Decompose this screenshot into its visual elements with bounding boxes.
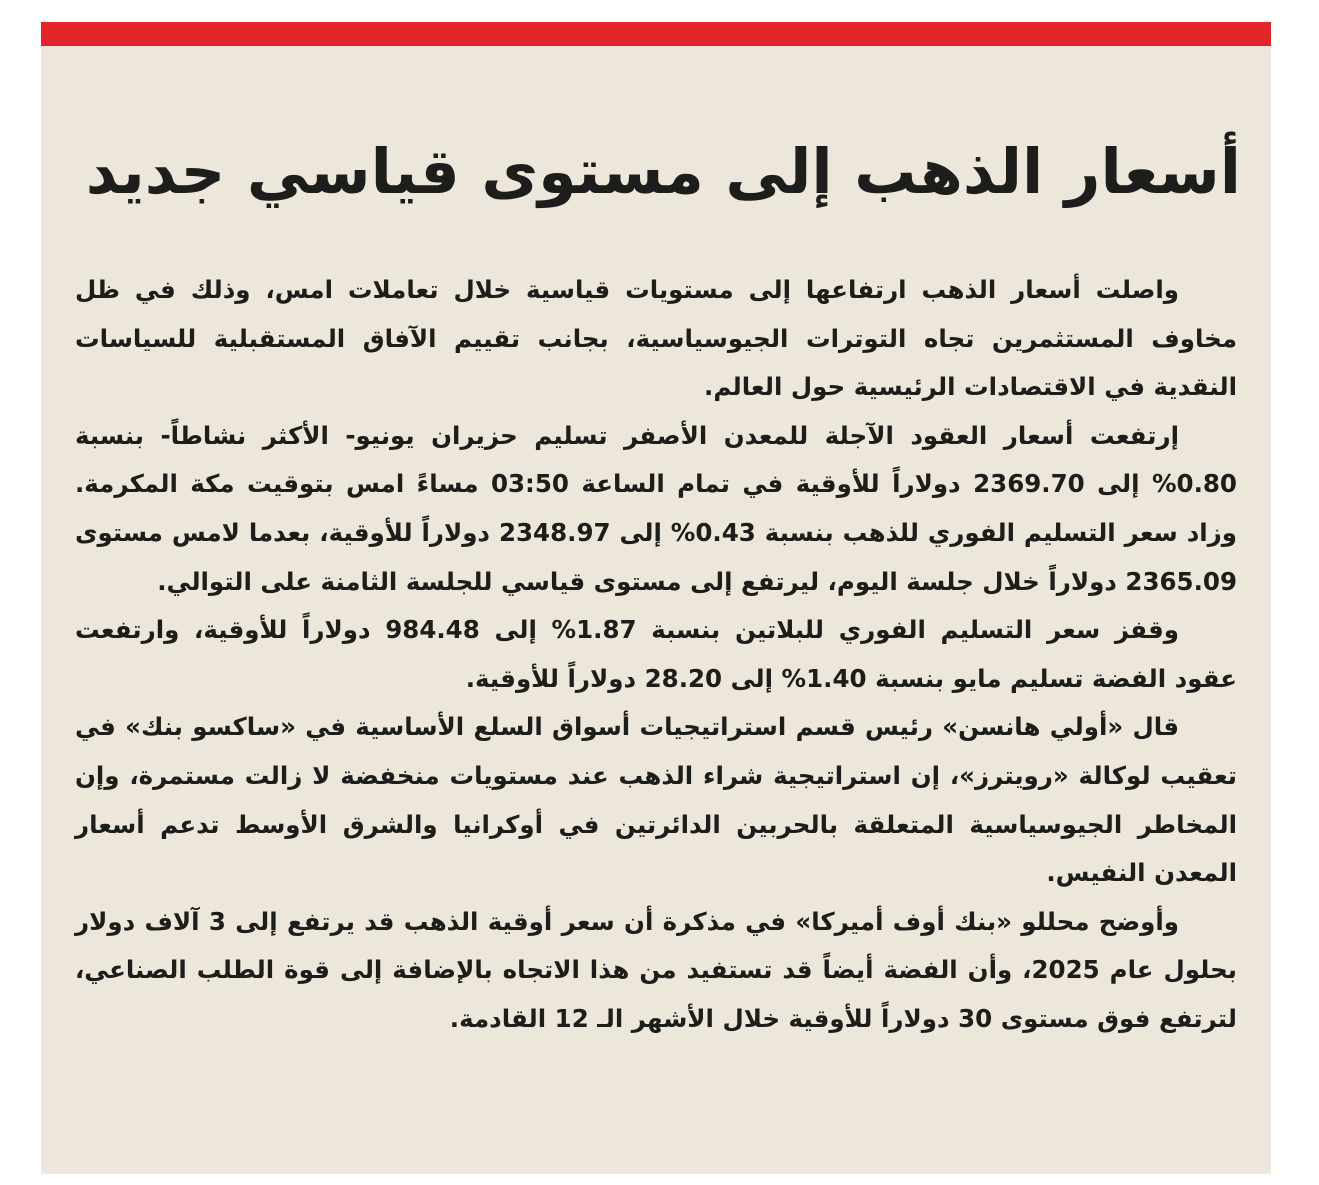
paragraph-1: واصلت أسعار الذهب ارتفاعها إلى مستويات قياسية خلال تعاملات امس، وذلك في ظل مخاوف المستثمرين تجاه التوترات الجيوسياسية، بجانب تقييم الآفاق المستقبلية للسياسات النقدية في الاقتصادات الرئيسية حول العالم. bbox=[75, 275, 1237, 402]
headline: أسعار الذهب إلى مستوى قياسي جديد bbox=[85, 135, 1241, 208]
paragraph-3: وقفز سعر التسليم الفوري للبلاتين بنسبة 1.87% إلى 984.48 دولاراً للأوقية، وارتفعت عقود الفضة تسليم مايو بنسبة 1.40% إلى 28.20 دولاراً للأوقية. bbox=[75, 615, 1237, 693]
paragraph-2: إرتفعت أسعار العقود الآجلة للمعدن الأصفر تسليم حزيران يونيو- الأكثر نشاطاً- بنسبة 0.80% إلى 2369.70 دولاراً للأوقية في تمام الساعة 03:50 مساءً امس بتوقيت مكة المكرمة. وزاد سعر التسليم الفوري للذهب بنسبة 0.43% إلى 2348.97 دولاراً للأوقية، بعدما لامس مستوى 2365.09 دولاراً خلال جلسة اليوم، ليرتفع إلى مستوى قياسي للجلسة الثامنة على التوالي. bbox=[75, 420, 1237, 596]
accent-bar bbox=[41, 22, 1271, 46]
paragraph-5: وأوضح محللو «بنك أوف أميركا» في مذكرة أن سعر أوقية الذهب قد يرتفع إلى 3 آلاف دولار بحلول عام 2025، وأن الفضة أيضاً قد تستفيد من هذا الاتجاه بالإضافة إلى قوة الطلب الصناعي، لترتفع فوق مستوى 30 دولاراً للأوقية خلال الأشهر الـ 12 القادمة. bbox=[75, 906, 1237, 1033]
article-card bbox=[41, 22, 1271, 1174]
article-body bbox=[75, 266, 1237, 1044]
paragraph-4: قال «أولي هانسن» رئيس قسم استراتيجيات أسواق السلع الأساسية في «ساكسو بنك» في تعقيب لوكالة «رويترز»، إن استراتيجية شراء الذهب عند مستويات منخفضة لا زالت مستمرة، وإن المخاطر الجيوسياسية المتعلقة بالحربين الدائرتين في أوكرانيا والشرق الأوسط تدعم أسعار المعدن النفيس. bbox=[75, 712, 1237, 888]
